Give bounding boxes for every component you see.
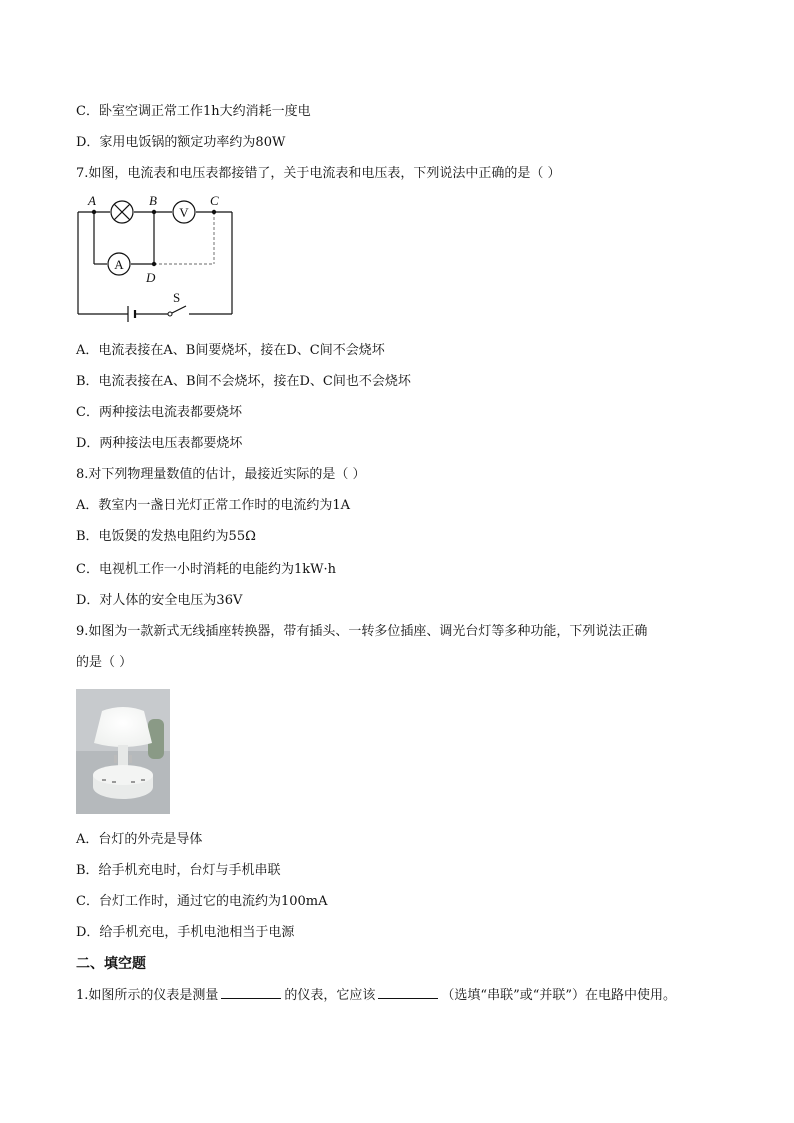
q9-option-d: D．给手机充电，手机电池相当于电源 bbox=[76, 925, 295, 940]
q6-option-d: D．家用电饭锅的额定功率约为80W bbox=[76, 135, 286, 150]
fill-q1-blank-1[interactable] bbox=[221, 986, 281, 999]
q8-stem: 8.对下列物理量数值的估计，最接近实际的是（ ） bbox=[76, 467, 366, 482]
circuit-diagram bbox=[74, 190, 240, 330]
q9-option-a: A．台灯的外壳是导体 bbox=[76, 832, 203, 847]
q7-option-a: A．电流表接在A、B间要烧坏，接在D、C间不会烧坏 bbox=[76, 343, 385, 358]
lamp-socket-photo bbox=[76, 689, 170, 814]
node-label-d: D bbox=[146, 270, 156, 285]
fill-q1-part1: 1.如图所示的仪表是测量 bbox=[76, 988, 219, 1003]
ammeter-letter: A bbox=[114, 257, 124, 272]
q7-option-d: D．两种接法电压表都要烧坏 bbox=[76, 436, 243, 451]
q9-option-b: B．给手机充电时，台灯与手机串联 bbox=[76, 863, 281, 878]
q8-option-d: D．对人体的安全电压为36V bbox=[76, 593, 243, 608]
node-label-c: C bbox=[210, 193, 219, 208]
q9-stem-line2: 的是（ ） bbox=[76, 655, 133, 670]
q8-option-a: A．教室内一盏日光灯正常工作时的电流约为1A bbox=[76, 498, 351, 513]
q6-option-c: C．卧室空调正常工作1h大约消耗一度电 bbox=[76, 104, 311, 119]
node-label-a: A bbox=[88, 193, 96, 208]
q7-option-c: C．两种接法电流表都要烧坏 bbox=[76, 405, 242, 420]
q9-stem-line1: 9.如图为一款新式无线插座转换器，带有插头、一转多位插座、调光台灯等多种功能，下列说法正确 bbox=[76, 624, 648, 639]
fill-q1-part3: （选填“串联”或“并联”）在电路中使用。 bbox=[441, 988, 677, 1003]
fill-q1 bbox=[76, 986, 676, 1005]
q8-option-b: B．电饭煲的发热电阻约为55Ω bbox=[76, 529, 256, 544]
fill-q1-part2: 的仪表，它应该 bbox=[284, 988, 376, 1003]
switch-label-s: S bbox=[173, 290, 181, 305]
q9-option-c: C．台灯工作时，通过它的电流约为100mA bbox=[76, 894, 328, 909]
q8-option-c: C．电视机工作一小时消耗的电能约为1kW·h bbox=[76, 562, 336, 577]
q7-stem: 7.如图，电流表和电压表都接错了，关于电流表和电压表，下列说法中正确的是（ ） bbox=[76, 166, 561, 181]
voltmeter-letter: V bbox=[179, 205, 189, 220]
section-heading-fill-blank: 二、填空题 bbox=[76, 956, 146, 972]
node-label-b: B bbox=[149, 193, 157, 208]
fill-q1-blank-2[interactable] bbox=[378, 986, 438, 999]
q7-option-b: B．电流表接在A、B间不会烧坏，接在D、C间也不会烧坏 bbox=[76, 374, 411, 389]
